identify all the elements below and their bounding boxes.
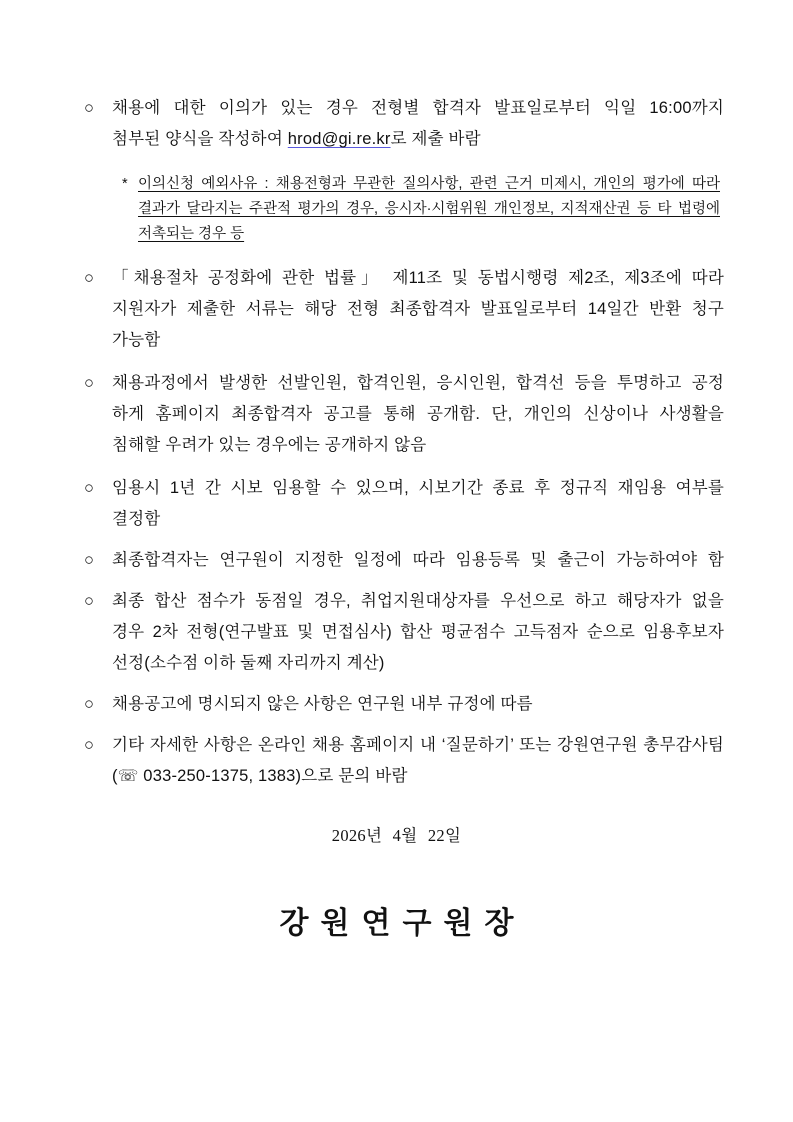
circle-bullet-icon: ○ (84, 736, 95, 754)
circle-bullet-icon: ○ (84, 592, 95, 610)
text-line: 기타 자세한 사항은 온라인 채용 홈페이지 내 ‘질문하기’ 또는 강원연구원 총무감사팀 (112, 736, 724, 754)
text-line: 침해할 우려가 있는 경우에는 공개하지 않음 (112, 436, 427, 454)
notice-item-probation (84, 473, 724, 535)
notice-item-transparency (84, 368, 724, 461)
notice-item-contact (84, 730, 724, 792)
contact-phone-line: (☏ 033-250-1375, 1383)으로 문의 바람 (112, 767, 408, 785)
notice-item-objection (84, 93, 724, 155)
circle-bullet-icon: ○ (84, 479, 95, 497)
circle-bullet-icon: ○ (84, 99, 95, 117)
notice-item-document-return (84, 263, 724, 356)
text-line: 지원자가 제출한 서류는 해당 전형 최종합격자 발표일로부터 14일간 반환 청구 (112, 300, 724, 318)
text-line: 하게 홈페이지 최종합격자 공고를 통해 공개함. 단, 개인의 신상이나 사생활을 (112, 405, 724, 423)
text-line: 경우 2차 전형(연구발표 및 면접심사) 합산 평균점수 고득점자 순으로 임용후보자 (112, 623, 724, 641)
text-line: 채용과정에서 발생한 선발인원, 합격인원, 응시인원, 합격선 등을 투명하고 공정 (112, 374, 724, 392)
circle-bullet-icon: ○ (84, 695, 95, 713)
circle-bullet-icon: ○ (84, 551, 95, 569)
text-line: 선정(소수점 이하 둘째 자리까지 계산) (112, 654, 385, 672)
notice-item-internal-rules (84, 689, 724, 720)
notice-item-tie-break (84, 586, 724, 679)
announcement-date: 2026년 4월 22일 (331, 826, 462, 845)
text-line: 「채용절차 공정화에 관한 법률」 제11조 및 동법시행령 제2조, 제3조에 따라 (112, 269, 724, 287)
note-line: 결과가 달라지는 주관적 평가의 경우, 응시자·시험위원 개인정보, 지적재산권 등 타 법령에 (138, 201, 720, 217)
email-link[interactable]: hrod@gi.re.kr (287, 130, 391, 148)
text-line: 결정함 (112, 510, 161, 528)
text-line: 채용에 대한 이의가 있는 경우 전형별 합격자 발표일로부터 익일 16:00까지 (112, 99, 724, 117)
text-line: 최종 합산 점수가 동점일 경우, 취업지원대상자를 우선으로 하고 해당자가 없을 (112, 592, 724, 610)
signer-title: 강원연구원장 (279, 906, 526, 941)
note-line: 이의신청 예외사유 : 채용전형과 무관한 질의사항, 관련 근거 미제시, 개인의 평가에 따라 (138, 176, 720, 192)
note-line: 저촉되는 경우 등 (138, 226, 245, 242)
circle-bullet-icon: ○ (84, 269, 95, 287)
circle-bullet-icon: ○ (84, 374, 95, 392)
text-line: 가능함 (112, 331, 161, 349)
text-line: 채용공고에 명시되지 않은 사항은 연구원 내부 규정에 따름 (112, 695, 533, 713)
text-line: 첨부된 양식을 작성하여 hrod@gi.re.kr로 제출 바람 (112, 130, 481, 148)
asterisk-icon: * (122, 176, 128, 192)
text-line: 임용시 1년 간 시보 임용할 수 있으며, 시보기간 종료 후 정규직 재임용 여부를 (112, 479, 724, 497)
notice-item-registration (84, 545, 724, 576)
text-line: 최종합격자는 연구원이 지정한 일정에 따라 임용등록 및 출근이 가능하여야 함 (112, 551, 724, 569)
note-objection-exceptions (122, 172, 720, 247)
